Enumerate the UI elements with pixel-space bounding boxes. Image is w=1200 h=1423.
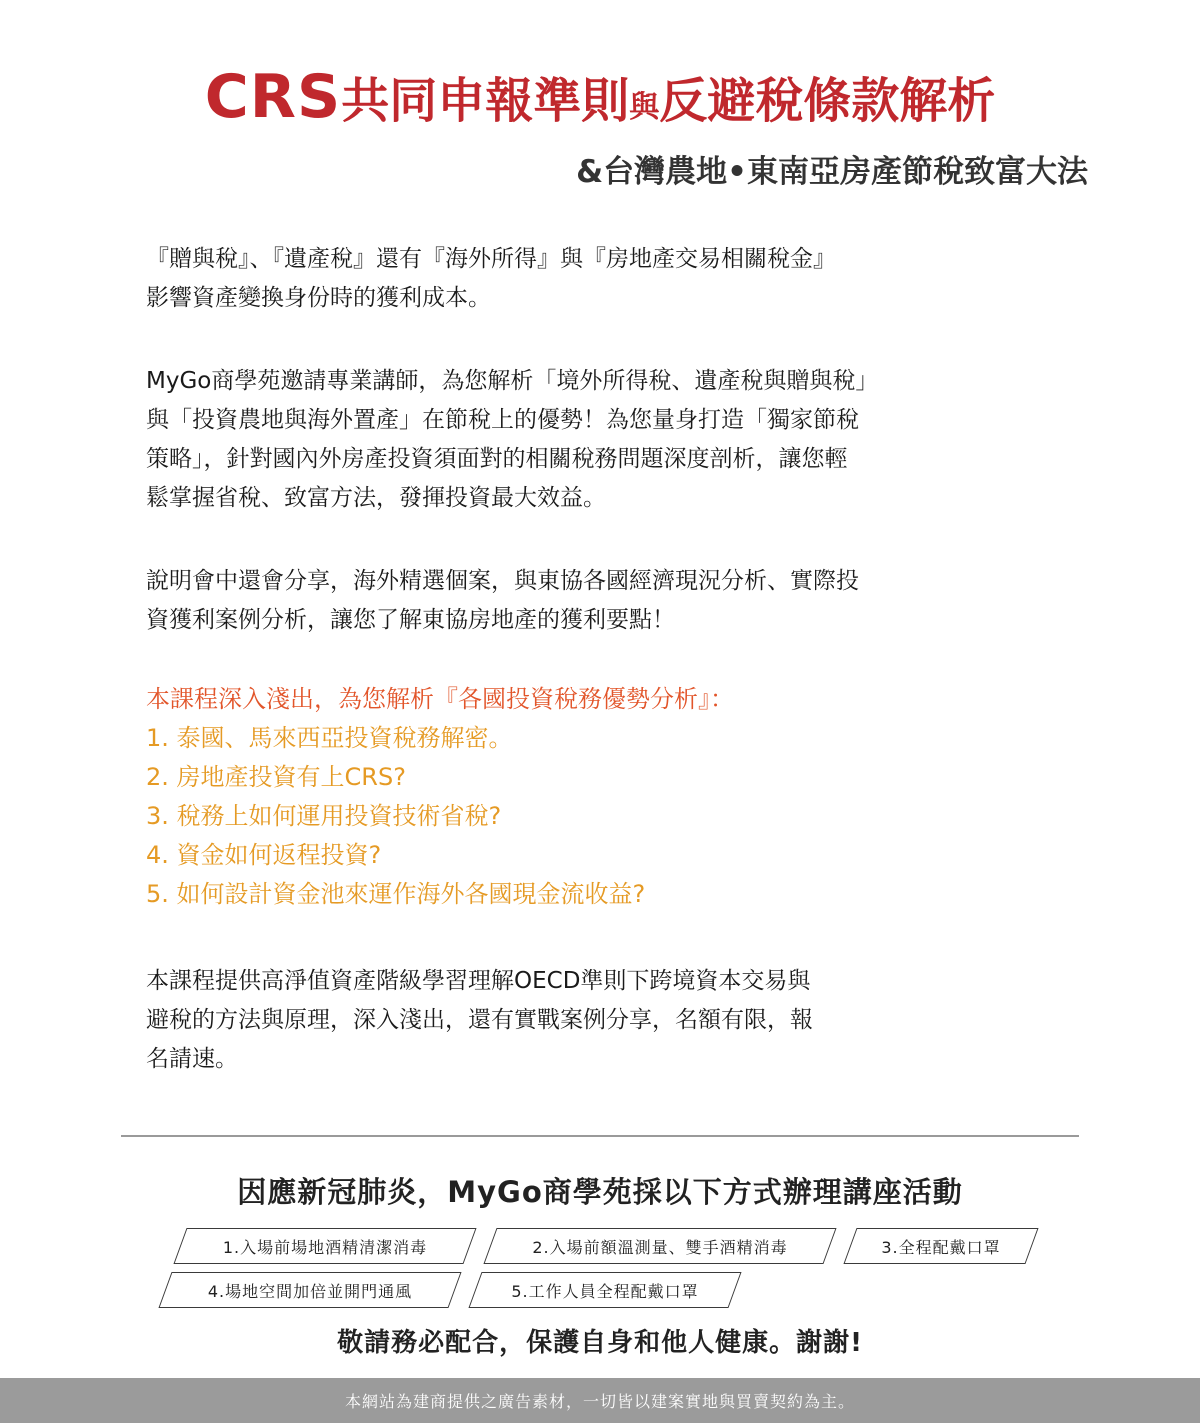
text-line: 『贈與稅』、『遺產稅』還有『海外所得』與『房地產交易相關稅金』: [146, 246, 836, 272]
tag-label: 5.工作人員全程配戴口罩: [511, 1281, 699, 1301]
text-line: 避稅的方法與原理，深入淺出，還有實戰案例分享，名額有限，報: [146, 1007, 813, 1033]
covid-measure-tag: [850, 1228, 1032, 1264]
covid-measure-tag: [490, 1228, 830, 1264]
section-divider: [121, 1135, 1079, 1137]
text-line: 與「投資農地與海外置產」在節稅上的優勢！為您量身打造「獨家節稅: [146, 407, 859, 433]
text-line: 鬆掌握省稅、致富方法，發揮投資最大效益。: [146, 485, 606, 511]
text-line: 資獲利案例分析，讓您了解東協房地產的獲利要點！: [146, 607, 675, 633]
text-line: MyGo商學苑邀請專業講師，為您解析「境外所得稅、遺產稅與贈與稅」: [146, 368, 879, 394]
list-item: 5. 如何設計資金池來運作海外各國現金流收益?: [146, 880, 646, 908]
covid-measure-tag: [165, 1272, 455, 1308]
closing-message: 敬請務必配合，保護自身和他人健康。謝謝!: [337, 1328, 863, 1358]
covid-title: 因應新冠肺炎，MyGo商學苑採以下方式辦理講座活動: [237, 1175, 963, 1209]
text-line: 本課程提供高淨值資產階級學習理解OECD準則下跨境資本交易與: [146, 968, 811, 994]
intro-paragraph-1: [146, 240, 1066, 318]
footer-bar: [0, 1378, 1200, 1423]
title-yu: 與: [629, 90, 660, 125]
summary-paragraph: [146, 962, 1066, 1079]
list-item: 2. 房地產投資有上CRS?: [146, 763, 406, 791]
text-line: 策略」，針對國內外房產投資須面對的相關稅務問題深度剖析，讓您輕: [146, 446, 848, 472]
title-crs: CRS: [204, 62, 342, 132]
text-line: 影響資產變換身份時的獲利成本。: [146, 285, 491, 311]
text-line: 說明會中還會分享，海外精選個案，與東協各國經濟現況分析、實際投: [146, 568, 859, 594]
covid-measure-tag: [475, 1272, 735, 1308]
page-title: [0, 62, 1200, 132]
list-item: 1. 泰國、馬來西亞投資稅務解密。: [146, 724, 513, 752]
intro-paragraph-2: [146, 362, 1066, 518]
intro-paragraph-3: [146, 562, 1066, 640]
tag-label: 4.場地空間加倍並開門通風: [207, 1281, 413, 1301]
course-heading: 本課程深入淺出，為您解析『各國投資稅務優勢分析』：: [146, 685, 734, 713]
course-topics: [146, 680, 734, 914]
tag-label: 2.入場前額溫測量、雙手酒精消毒: [532, 1237, 788, 1257]
title-part1: 共同申報準則: [341, 73, 630, 129]
tag-label: 1.入場前場地酒精清潔消毒: [222, 1237, 428, 1257]
footer-disclaimer: 本網站為建商提供之廣告素材，一切皆以建案實地與買賣契約為主。: [344, 1392, 855, 1411]
list-item: 4. 資金如何返程投資?: [146, 841, 382, 869]
list-item: 3. 稅務上如何運用投資技術省稅?: [146, 802, 502, 830]
title-part2: 反避稅條款解析: [659, 73, 996, 129]
page-subtitle: &台灣農地•東南亞房產節稅致富大法: [576, 154, 1088, 190]
tag-label: 3.全程配戴口罩: [881, 1237, 1001, 1257]
covid-measure-tag: [180, 1228, 470, 1264]
text-line: 名請速。: [146, 1046, 238, 1072]
